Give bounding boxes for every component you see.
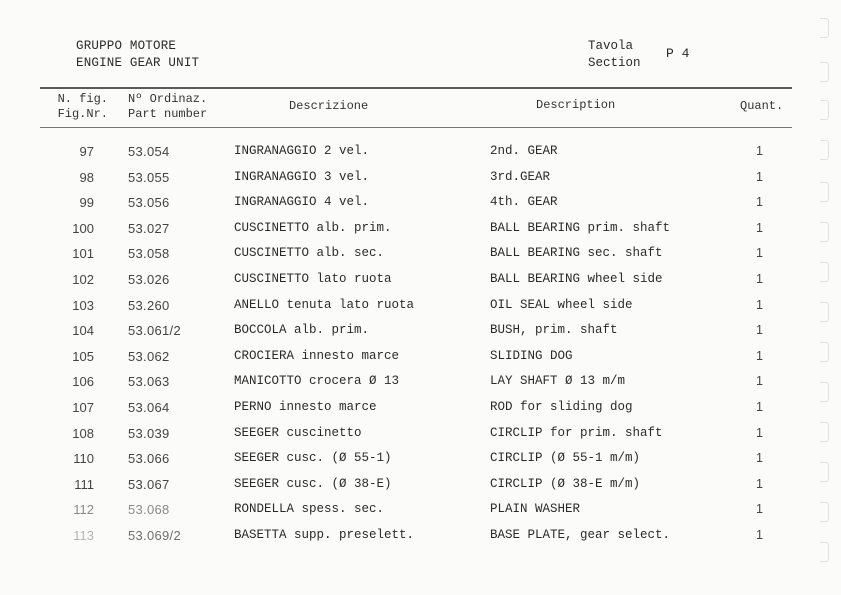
part-number: 53.056 — [128, 195, 170, 211]
group-title-en: ENGINE GEAR UNIT — [76, 56, 200, 70]
fig-number: 106 — [72, 374, 94, 390]
quantity: 1 — [756, 348, 763, 363]
description-en: BALL BEARING wheel side — [490, 271, 663, 286]
fig-number: 101 — [72, 246, 94, 262]
description-it: SEEGER cusc. (Ø 55-1) — [234, 451, 392, 466]
fig-number: 108 — [72, 425, 94, 441]
table-row — [0, 396, 841, 422]
description-it: SEEGER cusc. (Ø 38-E) — [234, 476, 392, 491]
parts-list — [0, 140, 841, 550]
binder-mark — [820, 382, 829, 402]
part-number: 53.067 — [128, 476, 170, 492]
quantity: 1 — [756, 527, 763, 542]
quantity: 1 — [756, 297, 763, 312]
table-row — [0, 345, 841, 371]
part-number: 53.064 — [128, 399, 170, 415]
binder-mark — [820, 62, 829, 82]
part-number: 53.026 — [128, 271, 170, 287]
description-en: LAY SHAFT Ø 13 m/m — [490, 374, 626, 389]
binder-mark — [820, 182, 829, 202]
description-en: 3rd.GEAR — [490, 169, 551, 184]
binder-mark — [820, 18, 829, 38]
description-en: PLAIN WASHER — [490, 502, 581, 517]
table-label — [588, 38, 641, 72]
fig-number: 113 — [73, 527, 94, 543]
fig-number: 97 — [79, 144, 94, 159]
part-number: 53.061/2 — [128, 323, 182, 339]
table-row — [0, 447, 841, 473]
description-en: ROD for sliding dog — [490, 399, 633, 414]
table-row — [0, 294, 841, 320]
quantity: 1 — [756, 476, 763, 491]
column-header-part — [128, 92, 207, 122]
part-number: 53.055 — [128, 169, 170, 185]
column-header-part-en: Part number — [128, 107, 208, 121]
quantity: 1 — [756, 220, 763, 235]
table-row — [0, 473, 841, 499]
fig-number: 111 — [74, 476, 94, 492]
table-row — [0, 268, 841, 294]
binder-mark — [820, 262, 829, 282]
description-it: RONDELLA spess. sec. — [234, 502, 385, 517]
table-row — [0, 498, 841, 524]
part-number: 53.039 — [128, 425, 170, 441]
table-row — [0, 524, 841, 550]
fig-number: 98 — [79, 169, 94, 185]
quantity: 1 — [756, 425, 763, 440]
quantity: 1 — [756, 271, 763, 286]
part-number: 53.027 — [128, 220, 170, 236]
description-it: PERNO innesto marce — [234, 399, 377, 414]
part-number: 53.054 — [128, 144, 170, 159]
description-en: BASE PLATE, gear select. — [490, 527, 671, 542]
description-en: SLIDING DOG — [490, 348, 573, 363]
description-en: CIRCLIP (Ø 38-E m/m) — [490, 476, 641, 491]
binder-mark — [820, 302, 829, 322]
table-row — [0, 191, 841, 217]
page-code: P 4 — [666, 46, 690, 61]
description-it: ANELLO tenuta lato ruota — [234, 297, 415, 312]
quantity: 1 — [756, 399, 763, 414]
binder-mark — [820, 462, 829, 482]
description-en: CIRCLIP for prim. shaft — [490, 425, 663, 440]
description-it: INGRANAGGIO 4 vel. — [234, 195, 370, 210]
fig-number: 99 — [79, 195, 94, 211]
table-row — [0, 217, 841, 243]
fig-number: 105 — [72, 348, 94, 364]
table-row — [0, 422, 841, 448]
quantity: 1 — [756, 502, 763, 517]
description-it: CUSCINETTO lato ruota — [234, 271, 392, 286]
description-it: INGRANAGGIO 2 vel. — [234, 144, 370, 158]
fig-number: 104 — [72, 323, 94, 339]
description-it: CUSCINETTO alb. prim. — [234, 220, 392, 235]
quantity: 1 — [756, 323, 763, 338]
description-en: BALL BEARING sec. shaft — [490, 246, 663, 261]
part-number: 53.260 — [128, 297, 170, 313]
column-header-fig-it: N. fig. — [57, 92, 108, 106]
group-title-it: GRUPPO MOTORE — [76, 39, 177, 53]
part-number: 53.069/2 — [128, 527, 182, 543]
quantity: 1 — [756, 169, 763, 184]
binder-mark — [820, 222, 829, 242]
part-number: 53.062 — [128, 348, 170, 364]
quantity: 1 — [756, 451, 763, 466]
table-row — [0, 140, 841, 166]
description-en: 2nd. GEAR — [490, 144, 558, 158]
description-it: BOCCOLA alb. prim. — [234, 323, 370, 338]
header-bottom-rule — [40, 127, 792, 128]
description-it: MANICOTTO crocera Ø 13 — [234, 374, 400, 389]
part-number: 53.058 — [128, 246, 170, 262]
part-number: 53.063 — [128, 374, 170, 390]
table-row — [0, 242, 841, 268]
table-row — [0, 370, 841, 396]
binder-mark — [820, 140, 829, 160]
column-header-desc-en: Description — [536, 98, 616, 112]
binder-mark — [820, 502, 829, 522]
quantity: 1 — [756, 144, 763, 158]
description-it: CUSCINETTO alb. sec. — [234, 246, 385, 261]
description-it: SEEGER cuscinetto — [234, 425, 362, 440]
column-header-desc-it: Descrizione — [289, 99, 369, 113]
fig-number: 107 — [72, 399, 94, 415]
binder-mark — [820, 100, 829, 120]
column-header-part-it: Nº Ordinaz. — [128, 92, 208, 106]
group-title — [76, 38, 199, 72]
binder-mark — [820, 342, 829, 362]
binder-mark — [820, 422, 829, 442]
column-header-qty: Quant. — [740, 99, 784, 113]
fig-number: 110 — [73, 451, 94, 467]
description-it: BASETTA supp. preselett. — [234, 527, 415, 542]
description-en: BUSH, prim. shaft — [490, 323, 618, 338]
quantity: 1 — [756, 195, 763, 210]
description-en: OIL SEAL wheel side — [490, 297, 633, 312]
column-header-fig-en: Fig.Nr. — [57, 107, 108, 121]
description-it: INGRANAGGIO 3 vel. — [234, 169, 370, 184]
description-en: 4th. GEAR — [490, 195, 558, 210]
fig-number: 112 — [73, 502, 94, 518]
description-it: CROCIERA innesto marce — [234, 348, 400, 363]
table-row — [0, 166, 841, 192]
column-header-fig — [44, 92, 108, 122]
part-number: 53.068 — [128, 502, 170, 518]
table-label-it: Tavola — [588, 39, 634, 53]
quantity: 1 — [756, 374, 763, 389]
description-en: BALL BEARING prim. shaft — [490, 220, 671, 235]
table-row — [0, 319, 841, 345]
fig-number: 102 — [72, 271, 94, 287]
header-top-rule — [40, 87, 792, 89]
part-number: 53.066 — [128, 451, 170, 467]
description-en: CIRCLIP (Ø 55-1 m/m) — [490, 451, 641, 466]
fig-number: 100 — [72, 220, 94, 236]
fig-number: 103 — [72, 297, 94, 313]
table-label-en: Section — [588, 56, 641, 70]
binder-mark — [820, 542, 829, 562]
quantity: 1 — [756, 246, 763, 261]
